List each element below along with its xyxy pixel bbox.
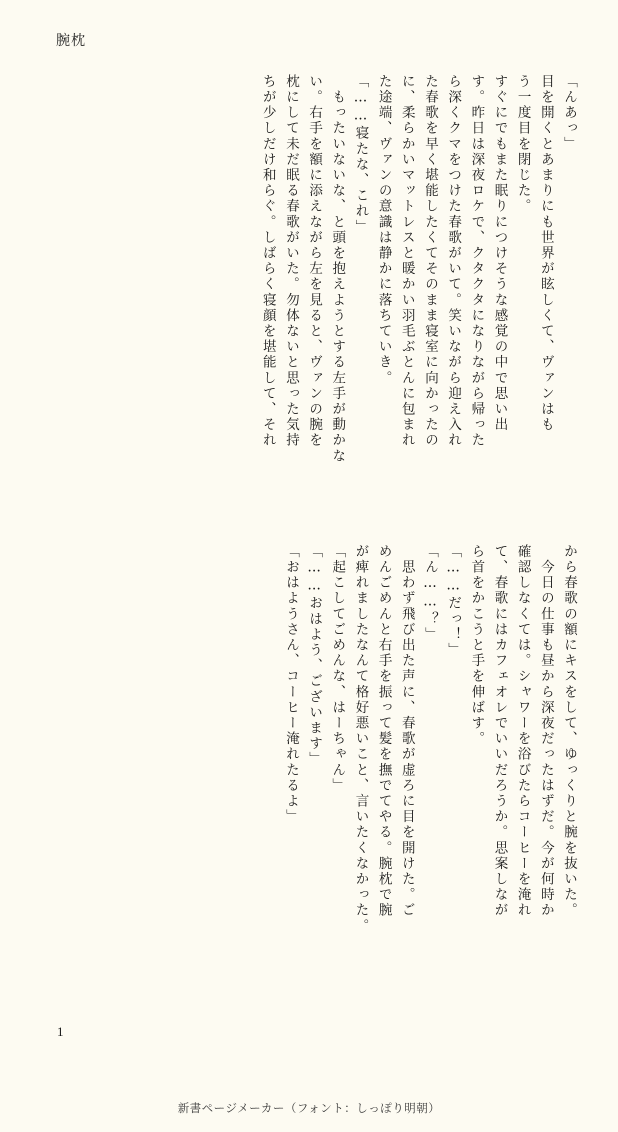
text-column: 確認しなくては。シャワーを浴びたらコーヒーを淹れ xyxy=(514,544,531,919)
text-column: 「おはようさん、コーヒー淹れたるよ」 xyxy=(282,544,299,825)
text-column: 「……だっ！」 xyxy=(445,544,462,659)
text-column: す。昨日は深夜ロケで、クタクタになりながら帰った xyxy=(468,74,485,449)
text-column: 「んあっ」 xyxy=(561,74,577,152)
text-column: 今日の仕事も昼から深夜だったはずだ。今が何時か xyxy=(537,544,554,919)
text-column: 目を開くとあまりにも世界が眩しくて、ヴァンはも xyxy=(537,74,554,433)
text-block-lower xyxy=(36,544,576,994)
text-column: ら首をかこうと手を伸ばす。 xyxy=(468,544,485,747)
text-column: もったいないな、と頭を抱えようとする左手が動かな xyxy=(329,74,346,464)
text-column: た春歌を早く堪能したくてそのまま寝室に向かったの xyxy=(421,74,438,449)
text-column: 枕にして未だ眠る春歌がいた。勿体ないと思った気持 xyxy=(282,74,299,449)
text-column: 「起こしてごめんな、はーちゃん」 xyxy=(329,544,346,794)
text-column: に、柔らかいマットレスと暖かい羽毛ぶとんに包まれ xyxy=(398,74,415,449)
text-column: 思わず飛び出た声に、春歌が虚ろに目を開けた。ご xyxy=(398,544,415,919)
text-column: 「……寝たな、これ」 xyxy=(352,74,369,235)
page-title: 腕枕 xyxy=(56,33,86,49)
text-column: て、春歌にはカフェオレでいいだろうか。思案しなが xyxy=(491,544,508,919)
document-body xyxy=(36,74,576,1024)
text-column: ちが少しだけ和らぐ。しばらく寝顔を堪能して、それ xyxy=(259,74,276,449)
text-column: た途端、ヴァンの意識は静かに落ちていき。 xyxy=(375,74,392,386)
text-column: めんごめんと右手を振って髪を撫でてやる。腕枕で腕 xyxy=(375,544,392,919)
text-column: から春歌の額にキスをして、ゆっくりと腕を抜いた。 xyxy=(561,544,577,919)
text-column: 「……おはよう、ございます」 xyxy=(306,544,323,768)
text-column: う一度目を閉じた。 xyxy=(514,74,531,215)
text-column: が痺れましたなんて格好悪いこと、言いたくなかった。 xyxy=(352,544,369,934)
page-number: 1 xyxy=(57,1024,64,1039)
text-column: い。右手を額に添えながら左を見ると、ヴァンの腕を xyxy=(306,74,323,449)
footer-credit: 新書ページメーカー（フォント：しっぽり明朝） xyxy=(177,1101,441,1115)
text-column: ら深くクマをつけた春歌がいて。笑いながら迎え入れ xyxy=(445,74,462,449)
text-column: すぐにでもまた眠りにつけそうな感覚の中で思い出 xyxy=(491,74,508,433)
text-column: 「ん……？」 xyxy=(421,544,438,643)
text-block-upper xyxy=(36,74,576,524)
